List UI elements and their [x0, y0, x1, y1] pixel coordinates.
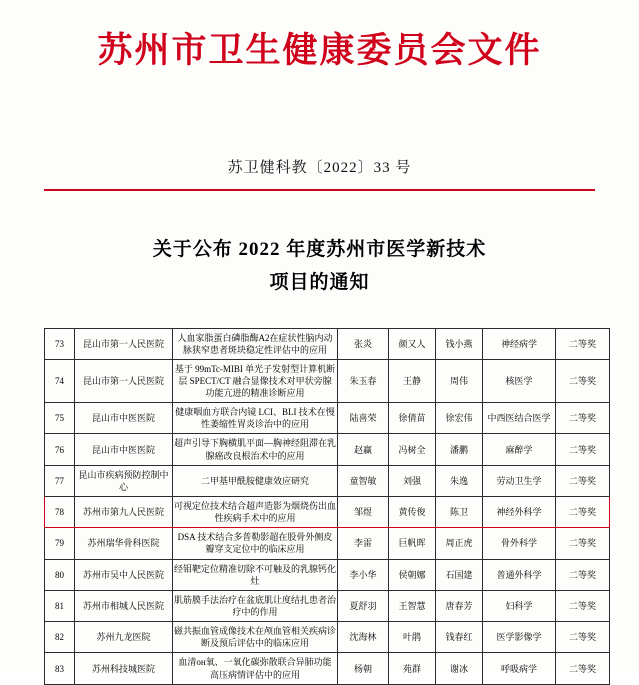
cell-person3: 钱小燕 — [436, 328, 483, 359]
cell-unit: 苏州市第九人民医院 — [75, 497, 173, 528]
table-row — [45, 653, 610, 684]
cell-person2: 巨帆晖 — [389, 528, 436, 559]
cell-discipline: 核医学 — [483, 359, 556, 402]
cell-no: 77 — [45, 465, 75, 496]
cell-project: 经钼靶定位精准切除不可触及的乳腺钙化灶 — [173, 559, 338, 590]
cell-project: 磁共振血管成像技术在颅血管相关疾病诊断及预后评估中的临床应用 — [173, 622, 338, 653]
cell-project: 健康咽血方联合内镜 LCI、BLI 技术在慢性萎缩性胃炎诊治中的应用 — [173, 403, 338, 434]
cell-person2: 黄传俊 — [389, 497, 436, 528]
table-row — [45, 359, 610, 402]
cell-person2: 颜又人 — [389, 328, 436, 359]
cell-prize: 二等奖 — [556, 328, 610, 359]
cell-person2: 侯朝娜 — [389, 559, 436, 590]
document-header — [44, 0, 595, 72]
cell-person2: 王智慧 — [389, 590, 436, 621]
cell-prize: 二等奖 — [556, 359, 610, 402]
cell-prize: 二等奖 — [556, 528, 610, 559]
cell-discipline: 普通外科学 — [483, 559, 556, 590]
cell-prize: 二等奖 — [556, 497, 610, 528]
cell-person1: 李雷 — [338, 528, 389, 559]
cell-person2: 徐倩苗 — [389, 403, 436, 434]
cell-discipline: 妇科学 — [483, 590, 556, 621]
cell-project: 肌筋膜手法治疗在盆底肌让度结扎患者治疗中的作用 — [173, 590, 338, 621]
cell-unit: 昆山市第一人民医院 — [75, 359, 173, 402]
cell-person3: 钱春红 — [436, 622, 483, 653]
cell-discipline: 中西医结合医学 — [483, 403, 556, 434]
table-row — [45, 528, 610, 559]
document-title: 苏州市卫生健康委员会文件 — [97, 31, 542, 70]
cell-unit: 昆山市第一人民医院 — [75, 328, 173, 359]
cell-person1: 朱玉春 — [338, 359, 389, 402]
cell-prize: 二等奖 — [556, 403, 610, 434]
cell-person3: 唐春芳 — [436, 590, 483, 621]
cell-project: 超声引导下胸横肌平面—胸神经阻滞在乳腺癌改良根治术中的应用 — [173, 434, 338, 465]
cell-person3: 陈卫 — [436, 497, 483, 528]
cell-no: 79 — [45, 528, 75, 559]
cell-no: 81 — [45, 590, 75, 621]
cell-person1: 陆喜荣 — [338, 403, 389, 434]
cell-unit: 苏州市相城人民医院 — [75, 590, 173, 621]
table-row — [45, 403, 610, 434]
document-number: 苏卫健科教〔2022〕33 号 — [227, 160, 412, 176]
cell-person3: 谢冰 — [436, 653, 483, 684]
cell-no: 78 — [45, 497, 75, 528]
cell-person1: 夏舒羽 — [338, 590, 389, 621]
cell-discipline: 劳动卫生学 — [483, 465, 556, 496]
red-divider — [44, 189, 595, 191]
cell-unit: 苏州市吴中人民医院 — [75, 559, 173, 590]
cell-project: 可视定位技术结合超声造影为烟烧伤出血性疾病手术中的应用 — [173, 497, 338, 528]
cell-person2: 王静 — [389, 359, 436, 402]
notice-title-line1: 关于公布 2022 年度苏州市医学新技术 — [152, 239, 487, 260]
cell-prize: 二等奖 — [556, 465, 610, 496]
awards-table-body — [45, 328, 610, 684]
cell-project: DSA 技术结合多普勒影超在股骨外侧皮瓣穿支定位中的临床应用 — [173, 528, 338, 559]
notice-title-line2: 项目的通知 — [269, 272, 370, 294]
cell-discipline: 呼吸病学 — [483, 653, 556, 684]
table-row — [45, 622, 610, 653]
cell-person3: 周伟 — [436, 359, 483, 402]
cell-discipline: 医学影像学 — [483, 622, 556, 653]
cell-no: 82 — [45, 622, 75, 653]
cell-prize: 二等奖 — [556, 590, 610, 621]
cell-person1: 张炎 — [338, 328, 389, 359]
cell-project: 二甲基甲酰胺健康效应研究 — [173, 465, 338, 496]
cell-project: 基于 99mTc-MIBI 单光子发射型计算机断层 SPECT/CT 融合显像技术对甲状旁腺功能亢进的精准诊断应用 — [173, 359, 338, 402]
cell-person1: 赵赢 — [338, 434, 389, 465]
cell-person3: 潘鹏 — [436, 434, 483, 465]
cell-no: 73 — [45, 328, 75, 359]
cell-person1: 杨朝 — [338, 653, 389, 684]
cell-person1: 童智敏 — [338, 465, 389, 496]
cell-unit: 昆山市疾病预防控制中心 — [75, 465, 173, 496]
table-row — [45, 434, 610, 465]
cell-person1: 沈海林 — [338, 622, 389, 653]
cell-prize: 二等奖 — [556, 622, 610, 653]
table-row — [45, 559, 610, 590]
cell-person1: 邹煜 — [338, 497, 389, 528]
cell-person2: 刘强 — [389, 465, 436, 496]
cell-no: 75 — [45, 403, 75, 434]
cell-no: 76 — [45, 434, 75, 465]
cell-unit: 昆山市中医医院 — [75, 403, 173, 434]
cell-person3: 徐宏伟 — [436, 403, 483, 434]
cell-person1: 李小华 — [338, 559, 389, 590]
cell-no: 83 — [45, 653, 75, 684]
awards-table — [44, 328, 610, 685]
cell-unit: 苏州九龙医院 — [75, 622, 173, 653]
cell-project: 血清он氧、一氧化碳弥散联合异肺功能高压病情评估中的应用 — [173, 653, 338, 684]
cell-unit: 昆山市中医医院 — [75, 434, 173, 465]
table-row — [45, 328, 610, 359]
cell-unit: 苏州瑞华骨科医院 — [75, 528, 173, 559]
cell-discipline: 神经病学 — [483, 328, 556, 359]
cell-prize: 二等奖 — [556, 434, 610, 465]
cell-person2: 苑群 — [389, 653, 436, 684]
cell-person3: 石国建 — [436, 559, 483, 590]
cell-no: 80 — [45, 559, 75, 590]
table-row-highlighted — [45, 497, 610, 528]
cell-project: 人血家脂蛋白磷脂酶A2在症状性脑内动脉狭窄患者斑块稳定性评估中的应用 — [173, 328, 338, 359]
cell-person2: 叶鹃 — [389, 622, 436, 653]
table-row — [45, 590, 610, 621]
cell-person3: 周正虎 — [436, 528, 483, 559]
notice-title — [44, 233, 595, 300]
cell-prize: 二等奖 — [556, 653, 610, 684]
cell-discipline: 麻醉学 — [483, 434, 556, 465]
cell-discipline: 神经外科学 — [483, 497, 556, 528]
cell-prize: 二等奖 — [556, 559, 610, 590]
cell-person2: 冯树全 — [389, 434, 436, 465]
cell-discipline: 骨外科学 — [483, 528, 556, 559]
cell-unit: 苏州科技城医院 — [75, 653, 173, 684]
cell-person3: 朱逸 — [436, 465, 483, 496]
table-row — [45, 465, 610, 496]
cell-no: 74 — [45, 359, 75, 402]
